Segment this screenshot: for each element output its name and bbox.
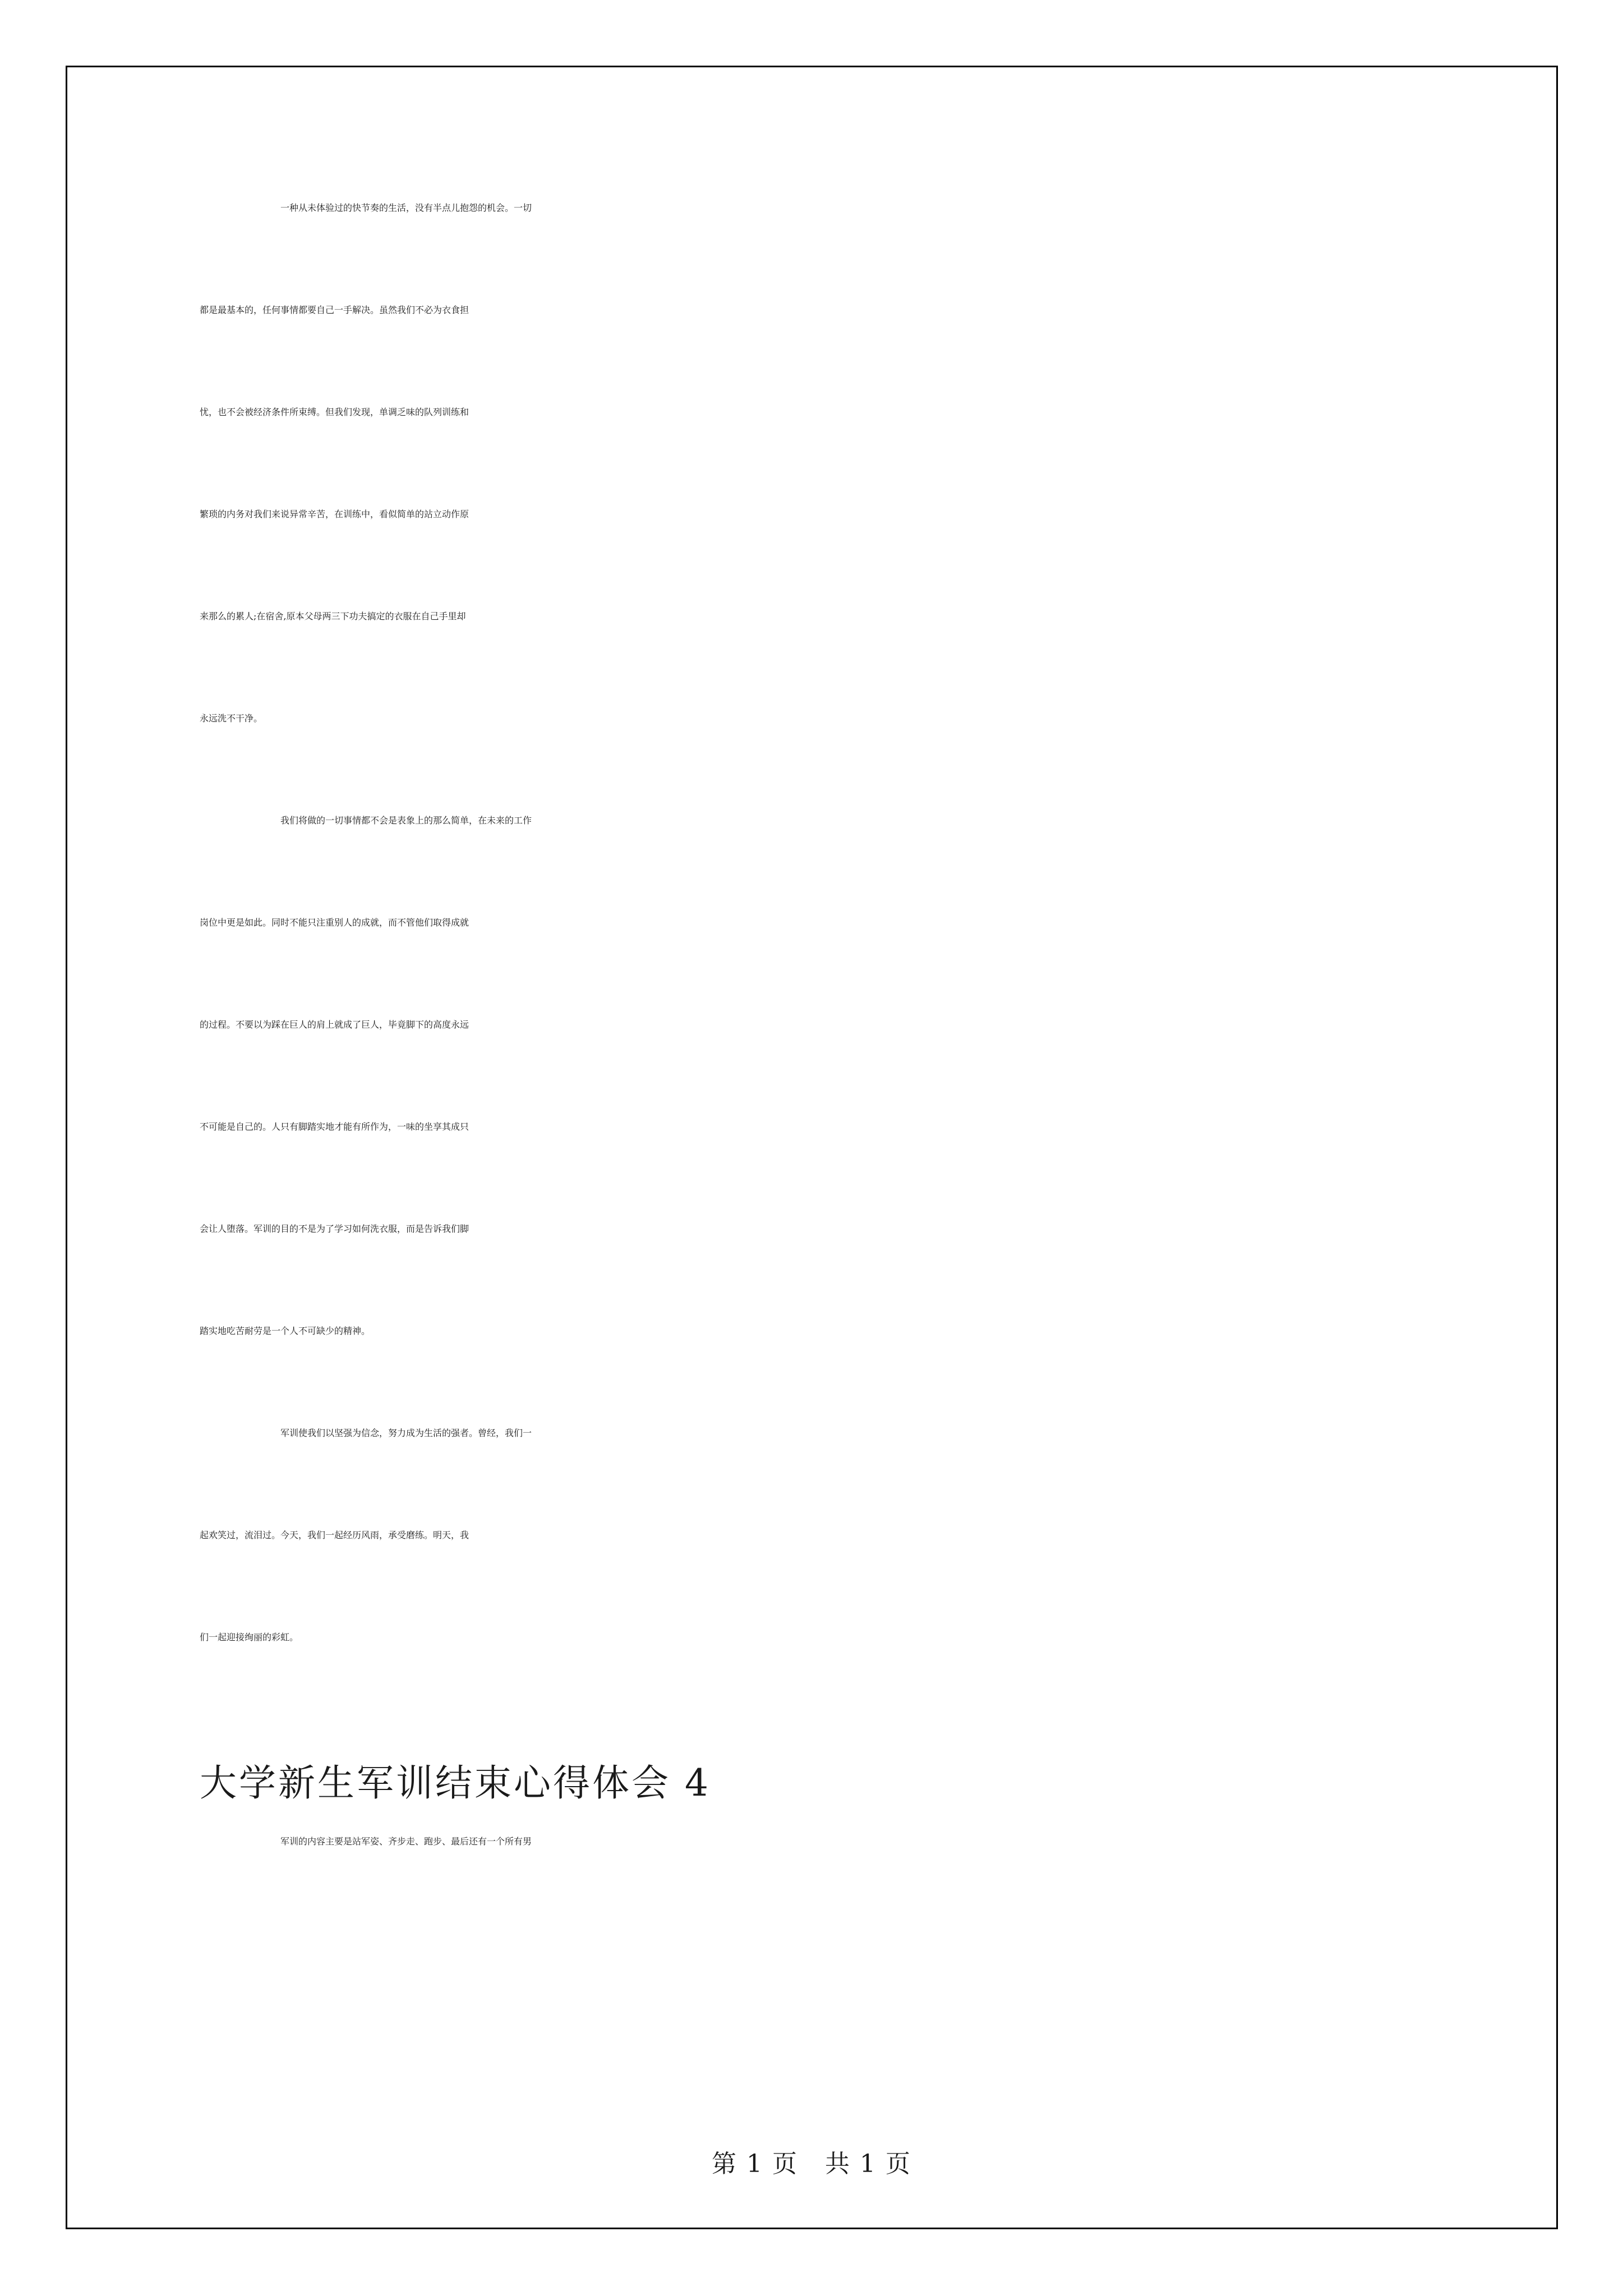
paragraph-line: 一种从未体验过的快节奏的生活，没有半点儿抱怨的机会。一切 (280, 203, 532, 213)
paragraph-1 (200, 201, 1426, 813)
page-total-label: 共 1 页 (824, 2150, 911, 2178)
paragraph-line: 我们将做的一切事情都不会是表象上的那么简单，在未来的工作 (280, 815, 532, 826)
paragraph-line: 忧，也不会被经济条件所束缚。但我们发现，单调乏味的队列训练和 (200, 407, 469, 417)
paragraph-line: 繁琐的内务对我们来说异常辛苦，在训练中，看似简单的站立动作原 (200, 509, 469, 519)
paragraph-line: 军训的内容主要是站军姿、齐步走、跑步、最后还有一个所有男 (280, 1836, 532, 1847)
page-footer (0, 2147, 1623, 2181)
paragraph-line: 踏实地吃苦耐劳是一个人不可缺少的精神。 (200, 1326, 371, 1336)
paragraph-line: 岗位中更是如此。同时不能只注重别人的成就，而不管他们取得成就 (200, 917, 469, 928)
paragraph-4 (200, 1834, 1426, 1936)
paragraph-2 (200, 813, 1426, 1426)
document-body (200, 201, 1426, 1936)
paragraph-line: 起欢笑过，流泪过。今天，我们一起经历风雨，承受磨练。明天，我 (200, 1530, 469, 1540)
page-number-label: 第 1 页 (712, 2150, 799, 2178)
paragraph-line: 军训使我们以坚强为信念，努力成为生活的强者。曾经，我们一 (280, 1428, 532, 1438)
paragraph-line: 们一起迎接绚丽的彩虹。 (200, 1632, 299, 1642)
paragraph-line: 都是最基本的，任何事情都要自己一手解决。虽然我们不必为衣食担 (200, 305, 469, 315)
paragraph-line: 来那么的累人;在宿舍,原本父母两三下功夫搞定的衣服在自己手里却 (200, 611, 466, 622)
paragraph-line: 的过程。不要以为踩在巨人的肩上就成了巨人，毕竟脚下的高度永远 (200, 1019, 469, 1030)
paragraph-3 (200, 1426, 1426, 1732)
section-heading: 大学新生军训结束心得体会 4 (200, 1761, 711, 1805)
paragraph-line: 永远洗不干净。 (200, 713, 263, 724)
paragraph-line: 不可能是自己的。人只有脚踏实地才能有所作为，一味的坐享其成只 (200, 1121, 469, 1132)
paragraph-line: 会让人堕落。军训的目的不是为了学习如何洗衣服，而是告诉我们脚 (200, 1223, 469, 1234)
